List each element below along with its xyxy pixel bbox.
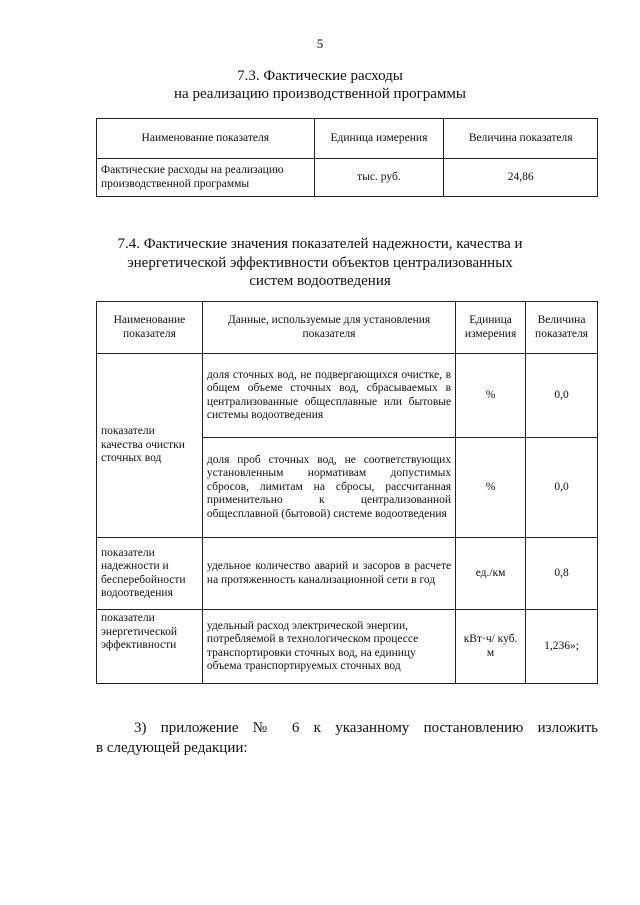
row-unit: ед./км (456, 538, 526, 610)
row-data: доля проб сточных вод, не соответствующих установленным нормативам допустимых сбросов, лимитам на сбросы, рассчитанная применительно к централизованной общесплавной (бытовой) системе водоотведения (202, 438, 455, 538)
closing-paragraph-line2: в следующей редакции: (96, 740, 248, 756)
header-unit: Единица измерения (314, 119, 444, 159)
table-row (97, 159, 598, 197)
row-value: 1,236»; (526, 610, 598, 684)
row-value: 0,0 (526, 354, 598, 438)
closing-paragraph-line1: 3) приложение № 6 к указанному постановлению изложить (134, 720, 598, 736)
section-7-3-title-line1: 7.3. Фактические расходы (237, 68, 403, 84)
table-header-row (97, 119, 598, 159)
section-7-4-title-line2: энергетической эффективности объектов централизованных (127, 254, 513, 271)
group-name-energy-efficiency: показатели энергетической эффективности (97, 610, 203, 684)
indicators-table (96, 301, 598, 684)
header-value: Величина показателя (526, 302, 598, 354)
table-row (97, 610, 598, 684)
row-value: 24,86 (444, 159, 598, 197)
section-7-3-title (0, 67, 640, 103)
actual-expenses-table (96, 118, 598, 197)
section-7-3-title-line2: на реализацию производственной программы (174, 86, 466, 102)
section-7-4-title (0, 235, 640, 291)
group-name-reliability: показатели надежности и бесперебойности водоотведения (97, 538, 203, 610)
group-name-treatment-quality: показатели качества очистки сточных вод (97, 354, 203, 538)
row-unit: кВт·ч/ куб. м (456, 610, 526, 684)
header-value: Величина показателя (444, 119, 598, 159)
row-data: удельный расход электрической энергии, потребляемой в технологическом процессе транспортировки сточных вод, на единицу объема транспортируемых сточных вод (202, 610, 455, 684)
table-row (97, 538, 598, 610)
header-name: Наименование показателя (97, 119, 315, 159)
page-number: 5 (316, 36, 324, 51)
closing-paragraph (96, 718, 598, 758)
row-data: доля сточных вод, не подвергающихся очистке, в общем объеме сточных вод, сбрасываемых в централизованные общесплавные или бытовые системы водоотведения (202, 354, 455, 438)
header-data: Данные, используемые для установления показателя (202, 302, 455, 354)
header-unit: Единица измерения (456, 302, 526, 354)
table-row (97, 354, 598, 438)
header-name: Наименование показателя (97, 302, 203, 354)
section-7-4-title-line3: систем водоотведения (249, 273, 391, 289)
section-7-4-title-line1: 7.4. Фактические значения показателей надежности, качества и (117, 236, 523, 252)
table-header-row (97, 302, 598, 354)
row-unit: тыс. руб. (314, 159, 444, 197)
row-unit: % (456, 354, 526, 438)
row-value: 0,0 (526, 438, 598, 538)
row-value: 0,8 (526, 538, 598, 610)
row-name: Фактические расходы на реализацию производственной программы (97, 159, 315, 197)
row-unit: % (456, 438, 526, 538)
row-data: удельное количество аварий и засоров в расчете на протяженность канализационной сети в год (202, 538, 455, 610)
